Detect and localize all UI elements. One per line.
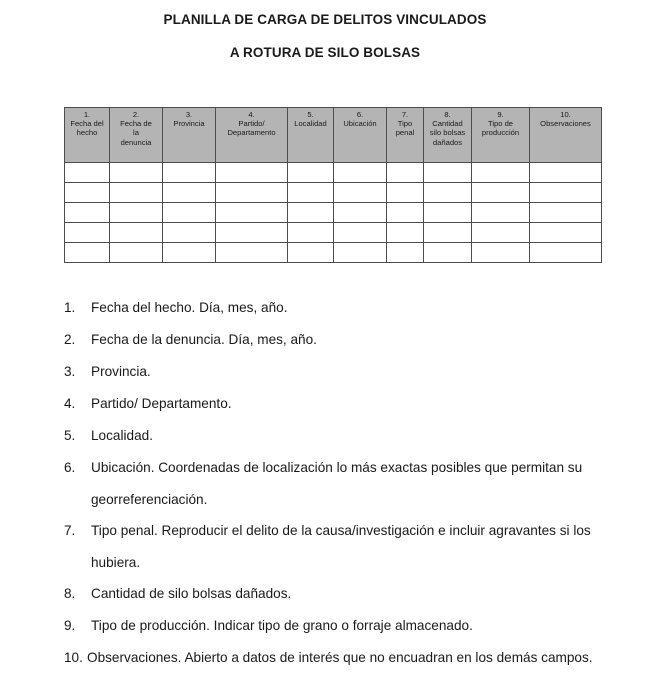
table-cell bbox=[530, 223, 602, 243]
table-cell bbox=[424, 203, 472, 223]
column-label: Fecha del hecho bbox=[70, 119, 104, 138]
table-cell bbox=[110, 163, 163, 183]
table-cell bbox=[387, 203, 424, 223]
column-number: 6. bbox=[356, 110, 364, 119]
list-item-number: 2. bbox=[64, 332, 76, 347]
table-cell bbox=[216, 203, 288, 223]
list-item bbox=[64, 356, 614, 388]
column-header-fecha-hecho bbox=[65, 108, 110, 163]
list-item-number: 5. bbox=[64, 428, 76, 443]
table-cell bbox=[424, 163, 472, 183]
table-cell bbox=[424, 183, 472, 203]
list-item-text: Observaciones. Abierto a datos de interés que no encuadran en los demás campos. bbox=[87, 650, 593, 665]
table-cell bbox=[472, 163, 530, 183]
table-header-row bbox=[65, 108, 602, 163]
table-cell bbox=[334, 183, 387, 203]
table-cell bbox=[288, 243, 334, 263]
list-item bbox=[64, 420, 614, 452]
table-cell bbox=[530, 163, 602, 183]
list-item-number: 9. bbox=[64, 618, 76, 633]
column-header-localidad bbox=[288, 108, 334, 163]
column-number: 8. bbox=[444, 110, 451, 119]
table-cell bbox=[163, 223, 216, 243]
column-number: 2. bbox=[132, 110, 140, 119]
column-label: Cantidad silo bolsas dañados bbox=[429, 119, 466, 147]
field-instructions-list bbox=[64, 292, 614, 674]
table-cell bbox=[387, 243, 424, 263]
table-cell bbox=[472, 243, 530, 263]
table-cell bbox=[472, 183, 530, 203]
table-cell bbox=[65, 223, 110, 243]
list-item bbox=[64, 292, 614, 324]
column-number: 4. bbox=[248, 110, 255, 119]
table-row bbox=[65, 183, 602, 203]
table-cell bbox=[530, 243, 602, 263]
table-cell bbox=[216, 183, 288, 203]
column-label: Fecha de la denuncia bbox=[120, 119, 152, 147]
table-cell bbox=[65, 163, 110, 183]
table-row bbox=[65, 243, 602, 263]
column-label: Tipo de producción bbox=[481, 119, 520, 138]
column-number: 7. bbox=[401, 110, 409, 119]
list-item-text: Provincia. bbox=[91, 364, 151, 379]
table-cell bbox=[334, 243, 387, 263]
document-title: PLANILLA DE CARGA DE DELITOS VINCULADOS bbox=[163, 12, 487, 27]
list-item-text: Tipo de producción. Indicar tipo de grano o forraje almacenado. bbox=[91, 618, 473, 633]
document-subtitle: A ROTURA DE SILO BOLSAS bbox=[229, 45, 421, 60]
column-header-provincia bbox=[163, 108, 216, 163]
column-label: Partido/ Departamento bbox=[227, 119, 276, 138]
column-label: Provincia bbox=[173, 119, 205, 129]
table-cell bbox=[110, 183, 163, 203]
table-cell bbox=[424, 223, 472, 243]
table-cell bbox=[110, 203, 163, 223]
list-item bbox=[64, 452, 614, 515]
list-item-text: Localidad. bbox=[91, 428, 153, 443]
list-item-number: 3. bbox=[64, 364, 76, 379]
table-cell bbox=[216, 163, 288, 183]
data-entry-table bbox=[64, 107, 602, 263]
column-label: Tipo penal bbox=[395, 119, 415, 138]
table-row bbox=[65, 223, 602, 243]
table-cell bbox=[387, 163, 424, 183]
list-item bbox=[64, 642, 614, 674]
list-item-number: 4. bbox=[64, 396, 76, 411]
table-cell bbox=[424, 243, 472, 263]
table-cell bbox=[163, 183, 216, 203]
column-header-tipo-produccion bbox=[472, 108, 530, 163]
column-header-ubicacion bbox=[334, 108, 387, 163]
table-cell bbox=[288, 203, 334, 223]
column-number: 9. bbox=[497, 110, 504, 119]
table-cell bbox=[163, 243, 216, 263]
table-body bbox=[65, 163, 602, 263]
table-cell bbox=[288, 183, 334, 203]
list-item-text: Cantidad de silo bolsas dañados. bbox=[91, 586, 292, 601]
table-cell bbox=[216, 223, 288, 243]
column-number: 5. bbox=[307, 110, 314, 119]
table-cell bbox=[334, 223, 387, 243]
column-header-partido-departamento bbox=[216, 108, 288, 163]
list-item bbox=[64, 515, 614, 578]
column-label: Ubicación bbox=[343, 119, 377, 129]
list-item bbox=[64, 324, 614, 356]
table-cell bbox=[472, 223, 530, 243]
table-cell bbox=[65, 183, 110, 203]
table-cell bbox=[163, 203, 216, 223]
table-cell bbox=[387, 223, 424, 243]
list-item-number: 7. bbox=[64, 523, 76, 538]
column-label: Localidad bbox=[294, 119, 327, 129]
list-item-number: 1. bbox=[64, 300, 76, 315]
list-item-number: 8. bbox=[64, 586, 76, 601]
column-header-tipo-penal bbox=[387, 108, 424, 163]
table-cell bbox=[288, 223, 334, 243]
list-item bbox=[64, 610, 614, 642]
table-row bbox=[65, 163, 602, 183]
column-number: 1. bbox=[83, 110, 91, 119]
table-cell bbox=[530, 183, 602, 203]
table-cell bbox=[65, 203, 110, 223]
list-item-number: 10. bbox=[64, 650, 83, 665]
table-cell bbox=[110, 243, 163, 263]
list-item-text: Partido/ Departamento. bbox=[91, 396, 232, 411]
table-cell bbox=[334, 163, 387, 183]
list-item-text: Ubicación. Coordenadas de localización lo más exactas posibles que permitan su georreferenciación. bbox=[91, 460, 583, 507]
list-item-text: Tipo penal. Reproducir el delito de la causa/investigación e incluir agravantes si los hubiera. bbox=[91, 523, 591, 570]
table-cell bbox=[530, 203, 602, 223]
table-cell bbox=[110, 223, 163, 243]
table-cell bbox=[216, 243, 288, 263]
table-cell bbox=[65, 243, 110, 263]
column-label: Observaciones bbox=[540, 119, 591, 129]
column-number: 3. bbox=[185, 110, 193, 119]
table-cell bbox=[387, 183, 424, 203]
column-header-fecha-denuncia bbox=[110, 108, 163, 163]
table-cell bbox=[472, 203, 530, 223]
column-header-cantidad-silo-bolsas bbox=[424, 108, 472, 163]
table-cell bbox=[288, 163, 334, 183]
list-item-text: Fecha de la denuncia. Día, mes, año. bbox=[91, 332, 317, 347]
table-cell bbox=[163, 163, 216, 183]
column-header-observaciones bbox=[530, 108, 602, 163]
list-item bbox=[64, 578, 614, 610]
list-item-number: 6. bbox=[64, 460, 76, 475]
column-number: 10. bbox=[560, 110, 571, 119]
table-row bbox=[65, 203, 602, 223]
table-cell bbox=[334, 203, 387, 223]
list-item bbox=[64, 388, 614, 420]
list-item-text: Fecha del hecho. Día, mes, año. bbox=[91, 300, 288, 315]
